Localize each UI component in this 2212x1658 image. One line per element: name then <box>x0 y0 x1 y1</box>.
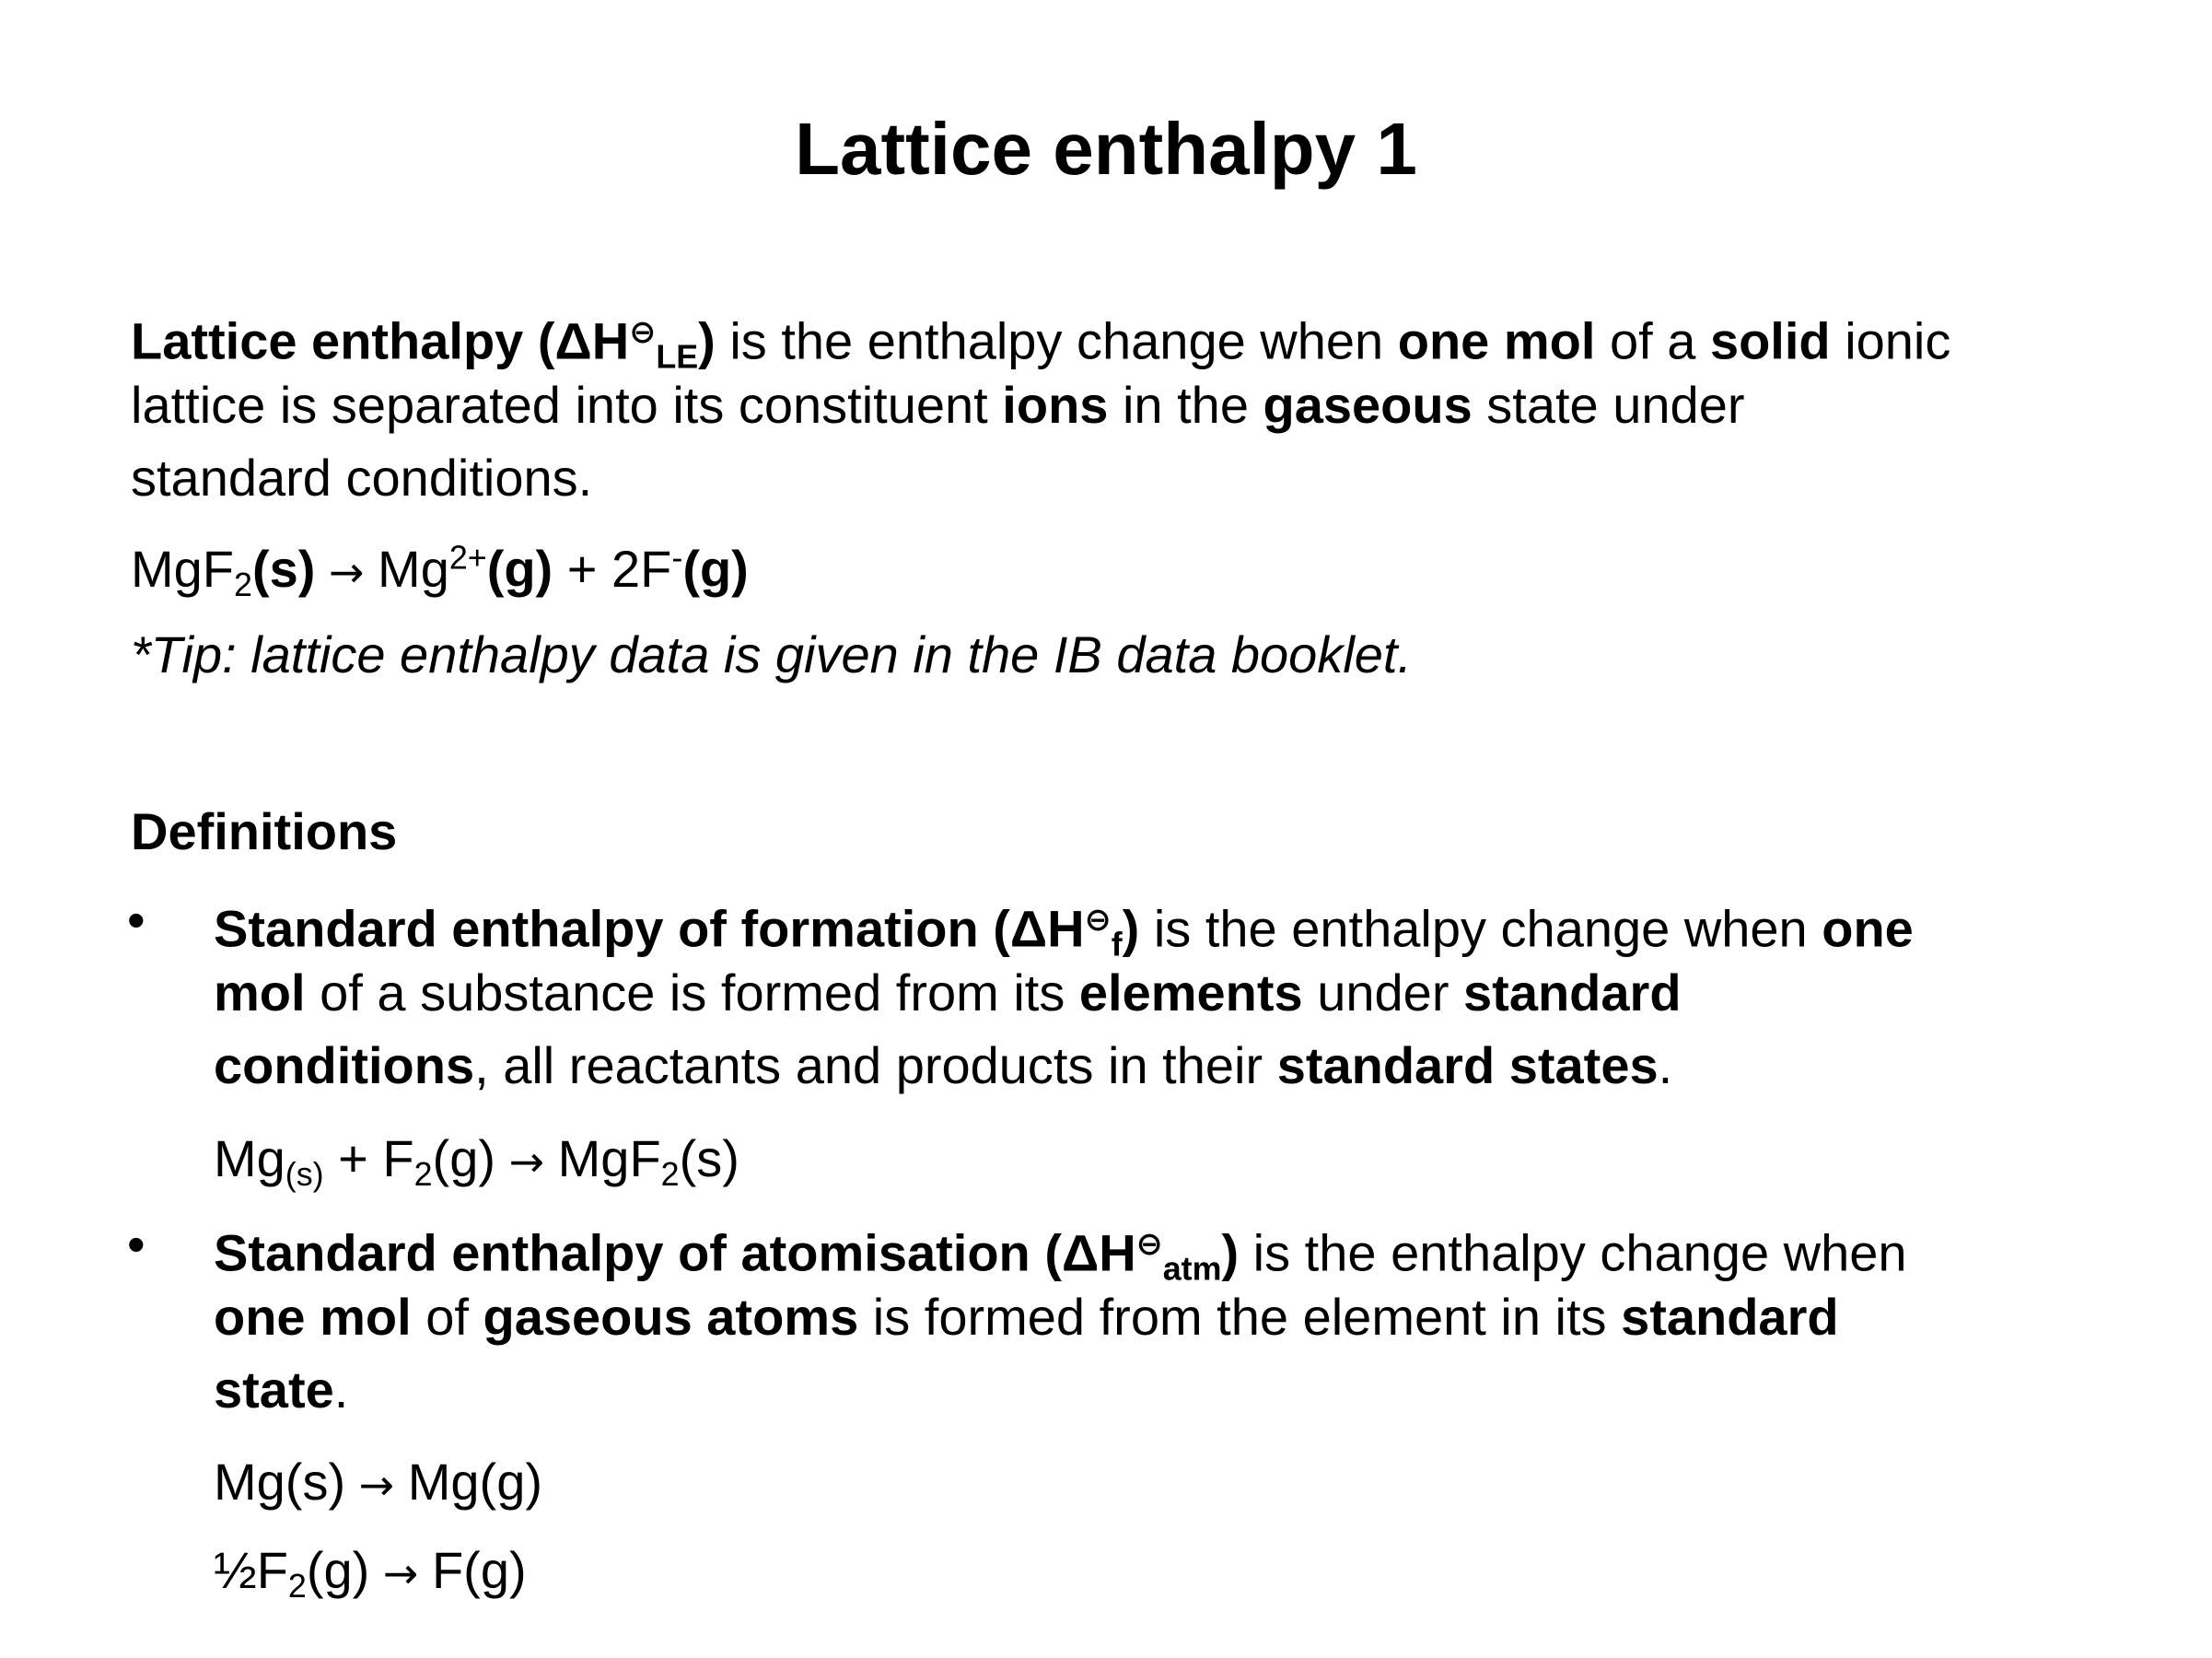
atomisation-definition-line-3 <box>214 1360 348 1420</box>
text: of a <box>1595 311 1710 370</box>
standard-state-symbol: ⊖ <box>629 314 657 351</box>
formula: Mg(s) <box>214 1453 346 1511</box>
bullet-icon: • <box>127 1215 146 1273</box>
emphasis-standard: standard <box>1621 1288 1839 1346</box>
tip-text: *Tip: lattice enthalpy data is given in the IB data booklet. <box>131 625 1413 683</box>
term-atomisation: Standard enthalpy of atomisation (ΔH <box>214 1223 1136 1282</box>
state-symbol: (g) <box>486 540 553 598</box>
formula: Mg <box>214 1129 285 1187</box>
text: lattice is separated into its constituent <box>131 376 1003 434</box>
formula: + F <box>323 1129 414 1187</box>
text: is the enthalpy change when <box>715 311 1398 370</box>
formula: MgF <box>131 540 234 598</box>
state-symbol: (g) <box>682 540 749 598</box>
subscript: 2 <box>413 1156 433 1194</box>
text: , all reactants and products in their <box>474 1036 1277 1094</box>
page-title: Lattice enthalpy 1 <box>795 108 1417 190</box>
text: . <box>333 1360 349 1419</box>
text: state under <box>1472 376 1745 434</box>
formula: ½F <box>214 1541 288 1599</box>
bullet-icon: • <box>127 891 146 949</box>
state-symbol: (s) <box>679 1129 739 1187</box>
emphasis-ions: ions <box>1002 376 1109 434</box>
term-close-paren: ) <box>1122 899 1140 958</box>
formula: Mg(g) <box>407 1453 542 1511</box>
lattice-definition-line-2 <box>131 375 1744 436</box>
term-close-paren: ) <box>1221 1223 1240 1282</box>
state-subscript: (s) <box>285 1156 324 1194</box>
emphasis-solid: solid <box>1709 311 1831 370</box>
formula: F(g) <box>431 1541 527 1599</box>
emphasis-standard-states: standard states <box>1276 1036 1659 1094</box>
arrow: → <box>495 1137 558 1186</box>
subscript-f: f <box>1111 926 1123 963</box>
text: ionic <box>1830 311 1951 370</box>
formation-equation <box>214 1128 739 1192</box>
arrow: → <box>315 547 378 597</box>
atomisation-equation-mg <box>214 1452 542 1515</box>
standard-state-symbol: ⊖ <box>1135 1226 1163 1263</box>
emphasis-state: state <box>214 1360 334 1419</box>
emphasis-one-mol: one mol <box>214 1288 412 1346</box>
lattice-equation <box>131 539 749 602</box>
text: under <box>1302 963 1464 1022</box>
formation-definition-line-2 <box>214 963 1682 1023</box>
atomisation-definition-line-1 <box>214 1214 1907 1288</box>
term-formation: Standard enthalpy of formation (ΔH <box>214 899 1085 958</box>
text: of a substance is formed from its <box>305 963 1079 1022</box>
formation-definition-line-3 <box>214 1035 1672 1096</box>
emphasis-elements: elements <box>1078 963 1303 1022</box>
subscript-le: LE <box>656 338 699 376</box>
standard-state-symbol: ⊖ <box>1084 902 1112 939</box>
charge-superscript: - <box>671 539 683 577</box>
emphasis-one-mol: one mol <box>1397 311 1596 370</box>
subscript: 2 <box>287 1568 307 1605</box>
text: is formed from the element in its <box>858 1288 1622 1346</box>
text: is the enthalpy change when <box>1139 899 1822 958</box>
state-symbol: (s) <box>251 540 316 598</box>
state-symbol: (g) <box>306 1541 370 1599</box>
charge-superscript: 2+ <box>448 539 487 577</box>
term-close-paren: ) <box>698 311 716 370</box>
formula: MgF <box>557 1129 661 1187</box>
state-symbol: (g) <box>432 1129 495 1187</box>
term-lattice-enthalpy: Lattice enthalpy (ΔH <box>131 311 630 370</box>
formation-definition-line-1 <box>214 890 1914 963</box>
arrow: → <box>345 1460 408 1510</box>
formula: + 2F <box>553 540 672 598</box>
text: . <box>1658 1036 1673 1094</box>
text: is the enthalpy change when <box>1239 1223 1907 1282</box>
lattice-definition-line-3: standard conditions. <box>131 449 593 507</box>
emphasis-one: one <box>1822 899 1914 958</box>
emphasis-mol: mol <box>214 963 306 1022</box>
definitions-heading: Definitions <box>131 802 398 860</box>
text: in the <box>1108 376 1263 434</box>
atomisation-equation-f <box>214 1540 527 1604</box>
text: of <box>411 1288 483 1346</box>
emphasis-gaseous: gaseous <box>1263 376 1473 434</box>
arrow: → <box>369 1548 432 1598</box>
formula: Mg <box>378 540 449 598</box>
subscript-atm: atm <box>1162 1250 1222 1288</box>
subscript: 2 <box>234 566 252 604</box>
emphasis-gaseous-atoms: gaseous atoms <box>483 1288 859 1346</box>
emphasis-standard: standard <box>1463 963 1682 1022</box>
subscript: 2 <box>660 1156 680 1194</box>
atomisation-definition-line-2 <box>214 1287 1839 1348</box>
emphasis-conditions: conditions <box>214 1036 475 1094</box>
lattice-definition-line-1 <box>131 302 1951 376</box>
